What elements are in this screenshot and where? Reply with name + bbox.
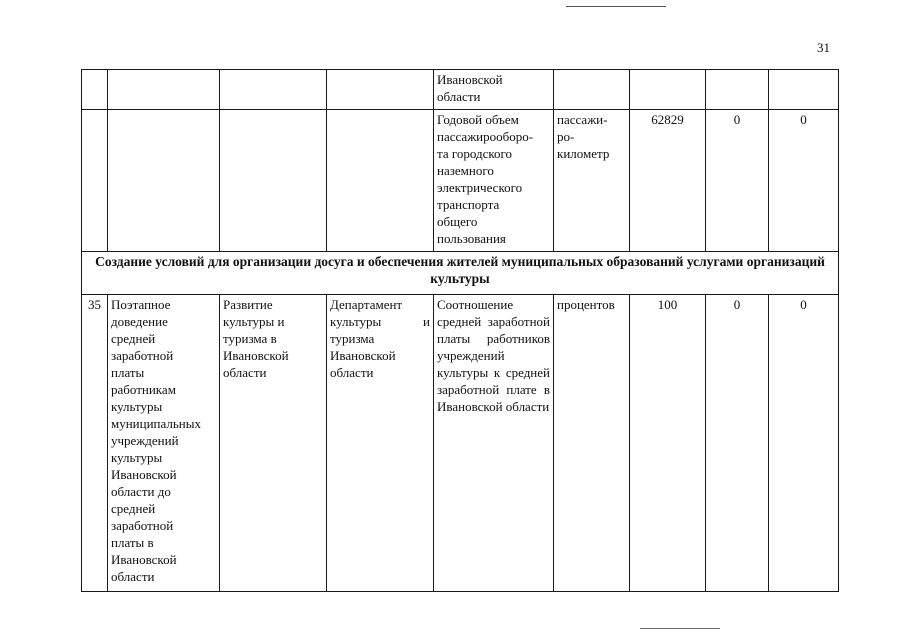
unit-cell: процентов <box>554 295 630 592</box>
event-cell: Поэтапное доведение средней заработной платы работникам культуры муниципальных учреждений культуры Ивановской области до средней заработной платы в Ивановской области <box>108 295 220 592</box>
value-cell: 0 <box>769 110 839 252</box>
value-cell: 0 <box>769 295 839 592</box>
section-heading: Создание условий для организации досуга и обеспечения жителей муниципальных образований услугами организаций культуры <box>82 252 839 295</box>
table-cell <box>108 110 220 252</box>
section-heading-row <box>82 252 839 295</box>
table-cell <box>630 70 706 110</box>
table-cell <box>220 110 327 252</box>
value-cell: 0 <box>706 295 769 592</box>
table-row <box>82 70 839 110</box>
indicators-table <box>81 69 839 592</box>
table-cell <box>554 70 630 110</box>
indicator-cell: Соотношение средней заработной платы работников учреждений культуры к средней заработной плате в Ивановской области <box>434 295 554 592</box>
scan-artifact-line <box>640 628 720 629</box>
program-cell: Развитие культуры и туризма в Ивановской области <box>220 295 327 592</box>
value-cell: 0 <box>706 110 769 252</box>
table-cell <box>327 110 434 252</box>
table-cell <box>82 70 108 110</box>
value-cell: 100 <box>630 295 706 592</box>
table-cell <box>82 110 108 252</box>
page-number: 31 <box>817 40 830 55</box>
table-cell <box>220 70 327 110</box>
table-cell <box>327 70 434 110</box>
indicator-cell: Годовой объем пассажирооборо- та городского наземного электрического транспорта общего пользования <box>434 110 554 252</box>
unit-cell: пассажи- ро- километр <box>554 110 630 252</box>
scan-artifact-line <box>566 6 666 7</box>
executor-cell: Департамент культуры и туризма Ивановской области <box>327 295 434 592</box>
indicator-cell: Ивановской области <box>434 70 554 110</box>
table-cell <box>706 70 769 110</box>
table-row <box>82 295 839 592</box>
value-cell: 62829 <box>630 110 706 252</box>
row-number-cell: 35 <box>82 295 108 592</box>
table-cell <box>769 70 839 110</box>
table-row <box>82 110 839 252</box>
table-cell <box>108 70 220 110</box>
